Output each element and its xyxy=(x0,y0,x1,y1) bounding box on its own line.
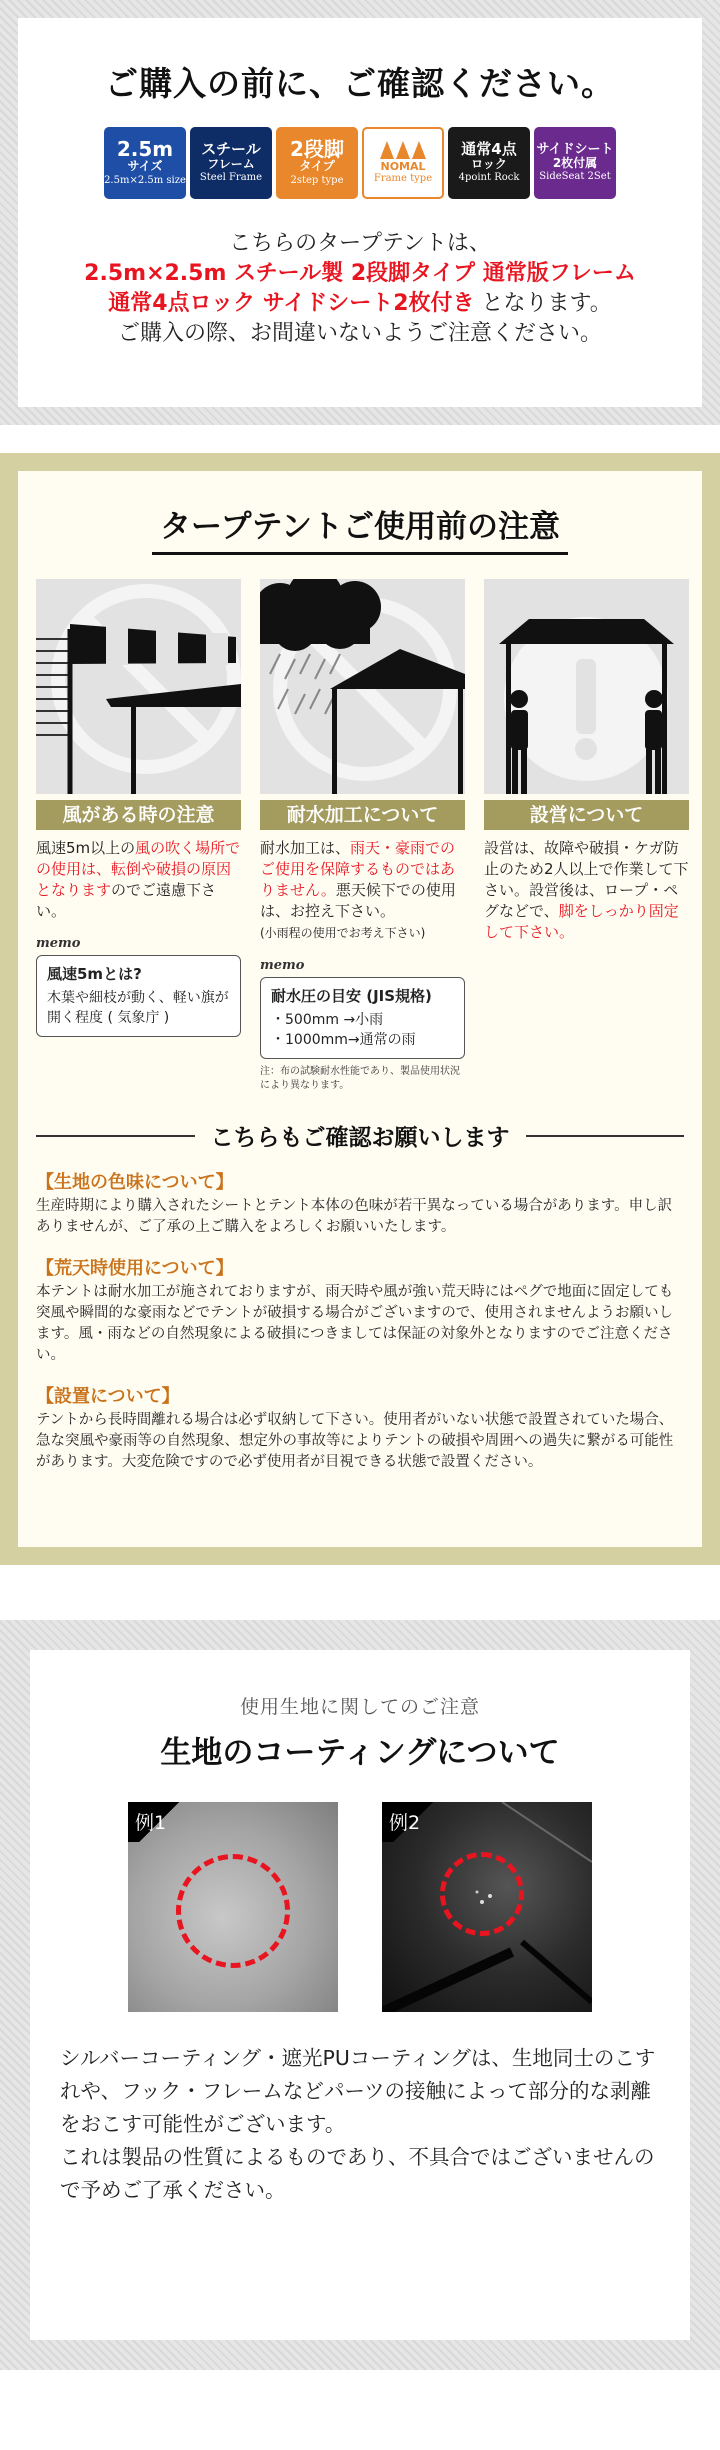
desc-text: のでご遠慮下さい。 xyxy=(36,881,217,920)
badge-sub: ロック xyxy=(471,156,507,171)
notice-body: 生産時期により購入されたシートとテント本体の色味が若干異なっている場合があります。申し訳ありませんが、ご了承の上ご購入をよろしくお願いいたします。 xyxy=(36,1198,673,1235)
spec-line-2: 通常4点ロック サイドシート2枚付き xyxy=(108,291,475,316)
example-label: 例2 xyxy=(382,1802,444,1842)
badge-eng: 2step type xyxy=(290,175,344,187)
coating-body-1: シルバーコーティング・遮光PUコーティングは、生地同士のこすれや、フック・フレームなどパーツの接触によって部分的な剥離をおこす可能性がございます。 xyxy=(60,2046,656,2136)
confirmation-panel xyxy=(18,18,702,407)
example-photo-1 xyxy=(128,1802,338,2012)
wind-memo xyxy=(36,955,241,1037)
notice-body: テントから長時間離れる場合は必ず収納して下さい。使用者がいない状態で設置されていた場合、急な突風や豪雨等の自然現象、想定外の事故等によりテントの破損や周囲への過失に繋がる可能性があります。大変危険ですので必ず使用者が目視できる状態で設置ください。 xyxy=(36,1412,674,1470)
also-confirm-heading: こちらもご確認お願いします xyxy=(210,1125,510,1151)
memo-line: ・500mm →小雨 xyxy=(271,1012,384,1028)
water-memo xyxy=(260,977,465,1059)
badge-main: 2.5m xyxy=(116,137,174,162)
badge-sub: 2枚付属 xyxy=(552,155,598,170)
also-confirm-divider xyxy=(36,1119,684,1152)
coating-body-2: これは製品の性質によるものであり、不具合ではございませんので予めご了承ください。 xyxy=(60,2145,655,2202)
rain-cloud-tent-icon xyxy=(260,579,465,794)
notice-heading: 【設置について】 xyxy=(36,1386,180,1407)
divider-line xyxy=(36,1135,195,1137)
size-badge xyxy=(104,127,186,199)
highlight-circle xyxy=(440,1852,524,1936)
desc-warning: 脚をしっかり固定して下さい。 xyxy=(484,902,679,941)
windsock-tent-icon xyxy=(36,579,241,794)
wind-illustration xyxy=(36,579,241,794)
badge-main: サイドシート xyxy=(536,142,614,158)
badge-sub: フレーム xyxy=(207,156,255,171)
desc-text: 悪天候下での使用は、お控え下さい。 xyxy=(260,881,456,920)
spec-badges xyxy=(18,127,702,199)
desc-small: (小雨程の使用でお考え下さい) xyxy=(260,926,426,940)
setup-description xyxy=(484,838,689,943)
usage-caution-section xyxy=(0,453,720,1565)
caution-columns xyxy=(36,579,689,1093)
memo-heading: 耐水圧の目安 (JIS規格) xyxy=(271,987,432,1005)
desc-text: 設営は、故障や破損・ケガ防止のため2人以上で作業して下さい。設営後は、ロープ・ペグなどで、 xyxy=(484,839,689,920)
coating-title: 生地のコーティングについて xyxy=(160,1735,560,1771)
confirmation-section xyxy=(0,0,720,425)
lock-badge xyxy=(448,127,530,199)
memo-body: 木葉や細枝が動く、軽い旗が開く程度 ( 気象庁 ) xyxy=(47,990,229,1026)
side-sheet-badge xyxy=(534,127,616,199)
highlight-circle xyxy=(176,1854,290,1968)
frame-badge xyxy=(190,127,272,199)
badge-main: 通常4点 xyxy=(461,140,517,159)
memo-note: 注：布の試験耐水性能であり、製品使用状況により異なります。 xyxy=(260,1066,460,1091)
desc-warning: 雨天・豪雨でのご使用を保障するものではありません。 xyxy=(260,839,456,899)
wind-caution xyxy=(36,579,241,1093)
badge-eng: SideSeat 2Set xyxy=(539,171,611,183)
coating-subtitle: 使用生地に関してのご注意 xyxy=(239,1696,480,1718)
notice-body: 本テントは耐水加工が施されておりますが、雨天時や風が強い荒天時にはペグで地面に固定しても突風や瞬間的な豪雨などでテントが破損する場合がございますので、使用されませんようお願いします。風・雨などの自然現象による破損につきましては保証の対象外となりますのでご注意ください。 xyxy=(36,1284,674,1363)
badge-main: スチール xyxy=(201,140,261,159)
spec-intro: こちらのタープテントは、 xyxy=(229,231,491,256)
coating-examples xyxy=(30,1802,690,2012)
notice-heading: 【生地の色味について】 xyxy=(36,1172,234,1193)
divider-line xyxy=(526,1135,685,1137)
water-description xyxy=(260,838,465,944)
spec-description xyxy=(18,229,702,349)
two-people-tent-icon xyxy=(484,579,689,794)
example-label: 例1 xyxy=(128,1802,190,1842)
memo-heading: 風速5mとは? xyxy=(47,965,142,983)
nomal-frame-badge xyxy=(362,127,444,199)
setup-caption: 設営について xyxy=(484,800,689,830)
badge-eng: 4point Rock xyxy=(458,172,520,184)
usage-caution-title: タープテントご使用前の注意 xyxy=(152,501,568,555)
badge-main: 2段脚 xyxy=(290,137,344,162)
coating-section xyxy=(0,1620,720,2370)
tree-icon xyxy=(380,141,426,159)
notice-installation xyxy=(36,1382,684,1473)
notice-weather xyxy=(36,1254,684,1366)
memo-label: memo xyxy=(36,936,81,951)
leg-type-badge xyxy=(276,127,358,199)
badge-sub: タイプ xyxy=(299,159,335,174)
rain-illustration xyxy=(260,579,465,794)
water-caution xyxy=(260,579,465,1093)
badge-eng: Frame type xyxy=(373,173,433,185)
wind-description xyxy=(36,838,241,922)
memo-label: memo xyxy=(260,958,305,973)
wind-caption: 風がある時の注意 xyxy=(36,800,241,830)
spec-closing: ご購入の際、お間違いないようご注意ください。 xyxy=(117,321,602,346)
setup-illustration xyxy=(484,579,689,794)
badge-eng: Steel Frame xyxy=(199,172,263,184)
badge-sub: サイズ xyxy=(127,159,163,174)
memo-line: ・1000mm→通常の雨 xyxy=(271,1032,416,1048)
desc-warning: 風の吹く場所での使用は、転倒や破損の原因となります xyxy=(36,839,241,899)
spec-line-1: 2.5m×2.5m スチール製 2段脚タイプ 通常版フレーム xyxy=(84,261,636,286)
desc-text: 耐水加工は、 xyxy=(260,839,351,857)
coating-panel xyxy=(30,1650,690,2340)
notice-color xyxy=(36,1168,684,1238)
notice-heading: 【荒天時使用について】 xyxy=(36,1258,234,1279)
badge-main: NOMAL xyxy=(380,160,426,174)
example-photo-2 xyxy=(382,1802,592,2012)
badge-eng: 2.5m×2.5m size xyxy=(104,175,186,187)
water-caption: 耐水加工について xyxy=(260,800,465,830)
setup-caution xyxy=(484,579,689,1093)
coating-description xyxy=(60,2042,660,2207)
usage-caution-panel xyxy=(18,471,702,1547)
desc-text: 風速5m以上の xyxy=(36,839,136,857)
confirmation-title: ご購入の前に、ご確認ください。 xyxy=(105,64,615,103)
spec-suffix: となります。 xyxy=(474,291,612,316)
